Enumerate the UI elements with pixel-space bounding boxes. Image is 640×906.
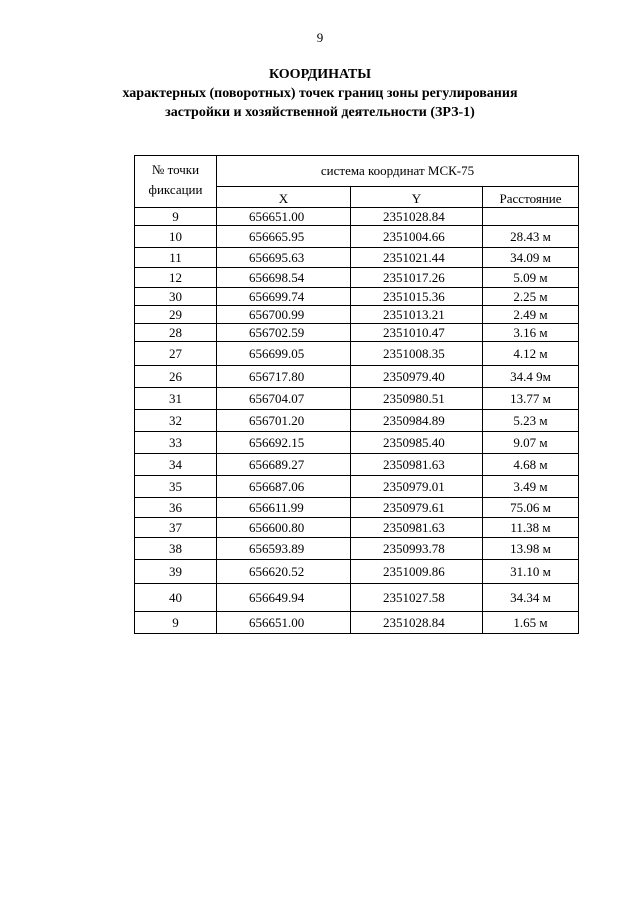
point-number-cell: 33 [135,432,217,454]
point-number-cell: 35 [135,476,217,498]
x-coordinate-cell: 656695.63 [217,248,351,268]
distance-cell: 34.09 м [483,248,579,268]
distance-cell: 13.98 м [483,538,579,560]
x-coordinate-cell: 656704.07 [217,388,351,410]
y-coordinate-cell: 2350979.01 [351,476,483,498]
y-coordinate-cell: 2350979.40 [351,366,483,388]
point-number-cell: 9 [135,612,217,634]
y-coordinate-cell: 2350979.61 [351,498,483,518]
point-number-cell: 40 [135,584,217,612]
table-row [135,306,579,324]
x-coordinate-cell: 656649.94 [217,584,351,612]
x-coordinate-cell: 656717.80 [217,366,351,388]
x-coordinate-cell: 656620.52 [217,560,351,584]
distance-cell: 13.77 м [483,388,579,410]
point-number-cell: 31 [135,388,217,410]
point-number-cell: 37 [135,518,217,538]
x-coordinate-cell: 656689.27 [217,454,351,476]
table-row [135,288,579,306]
title-line-2: характерных (поворотных) точек границ зоны регулирования [122,86,518,101]
y-column-header: Y [351,187,483,208]
table-row [135,498,579,518]
distance-column-header: Расстояние [483,187,579,208]
y-coordinate-cell: 2351027.58 [351,584,483,612]
distance-cell [483,208,579,226]
table-row [135,476,579,498]
distance-cell: 4.12 м [483,342,579,366]
point-number-cell: 38 [135,538,217,560]
x-coordinate-cell: 656687.06 [217,476,351,498]
point-number-cell: 39 [135,560,217,584]
distance-cell: 3.16 м [483,324,579,342]
y-coordinate-cell: 2350984.89 [351,410,483,432]
table-row [135,208,579,226]
x-coordinate-cell: 656702.59 [217,324,351,342]
table-row [135,612,579,634]
table-row [135,324,579,342]
table-row [135,342,579,366]
distance-cell: 31.10 м [483,560,579,584]
x-coordinate-cell: 656699.74 [217,288,351,306]
distance-cell: 2.49 м [483,306,579,324]
x-coordinate-cell: 656665.95 [217,226,351,248]
table-row [135,366,579,388]
coordinates-table [134,155,579,634]
table-row [135,410,579,432]
distance-cell: 3.49 м [483,476,579,498]
table-row [135,226,579,248]
point-number-cell: 27 [135,342,217,366]
x-coordinate-cell: 656611.99 [217,498,351,518]
table-row [135,560,579,584]
distance-cell: 34.4 9м [483,366,579,388]
x-coordinate-cell: 656651.00 [217,208,351,226]
y-coordinate-cell: 2351021.44 [351,248,483,268]
point-number-cell: 36 [135,498,217,518]
point-number-cell: 29 [135,306,217,324]
y-coordinate-cell: 2351015.36 [351,288,483,306]
y-coordinate-cell: 2351028.84 [351,612,483,634]
y-coordinate-cell: 2350980.51 [351,388,483,410]
table-row [135,584,579,612]
x-coordinate-cell: 656698.54 [217,268,351,288]
coordinate-system-header: система координат МСК-75 [217,156,579,187]
point-number-cell: 30 [135,288,217,306]
distance-cell: 75.06 м [483,498,579,518]
x-coordinate-cell: 656699.05 [217,342,351,366]
table-row [135,432,579,454]
y-coordinate-cell: 2350985.40 [351,432,483,454]
point-number-cell: 12 [135,268,217,288]
y-coordinate-cell: 2351017.26 [351,268,483,288]
x-coordinate-cell: 656593.89 [217,538,351,560]
y-coordinate-cell: 2351028.84 [351,208,483,226]
x-coordinate-cell: 656701.20 [217,410,351,432]
point-number-cell: 9 [135,208,217,226]
distance-cell: 5.09 м [483,268,579,288]
point-number-cell: 11 [135,248,217,268]
y-coordinate-cell: 2351010.47 [351,324,483,342]
page-number: 9 [316,30,324,45]
distance-cell: 5.23 м [483,410,579,432]
y-coordinate-cell: 2351004.66 [351,226,483,248]
table-row [135,454,579,476]
title-line-1: КООРДИНАТЫ [268,67,371,82]
distance-cell: 28.43 м [483,226,579,248]
table-header-row [135,156,579,187]
x-coordinate-cell: 656700.99 [217,306,351,324]
table-row [135,268,579,288]
point-number-cell: 28 [135,324,217,342]
table-body [135,208,579,634]
x-coordinate-cell: 656600.80 [217,518,351,538]
distance-cell: 4.68 м [483,454,579,476]
y-coordinate-cell: 2350981.63 [351,454,483,476]
point-number-cell: 34 [135,454,217,476]
table-row [135,388,579,410]
x-column-header: X [217,187,351,208]
distance-cell: 9.07 м [483,432,579,454]
y-coordinate-cell: 2351009.86 [351,560,483,584]
distance-cell: 2.25 м [483,288,579,306]
table-row [135,538,579,560]
x-coordinate-cell: 656692.15 [217,432,351,454]
point-number-cell: 32 [135,410,217,432]
document-title [0,65,640,122]
y-coordinate-cell: 2350993.78 [351,538,483,560]
y-coordinate-cell: 2351013.21 [351,306,483,324]
table-row [135,248,579,268]
table-row [135,518,579,538]
y-coordinate-cell: 2350981.63 [351,518,483,538]
x-coordinate-cell: 656651.00 [217,612,351,634]
distance-cell: 34.34 м [483,584,579,612]
point-number-cell: 26 [135,366,217,388]
point-number-header: № точки фиксации [135,156,217,208]
distance-cell: 1.65 м [483,612,579,634]
title-line-3: застройки и хозяйственной деятельности (ЗРЗ-1) [165,105,475,120]
distance-cell: 11.38 м [483,518,579,538]
y-coordinate-cell: 2351008.35 [351,342,483,366]
point-number-cell: 10 [135,226,217,248]
